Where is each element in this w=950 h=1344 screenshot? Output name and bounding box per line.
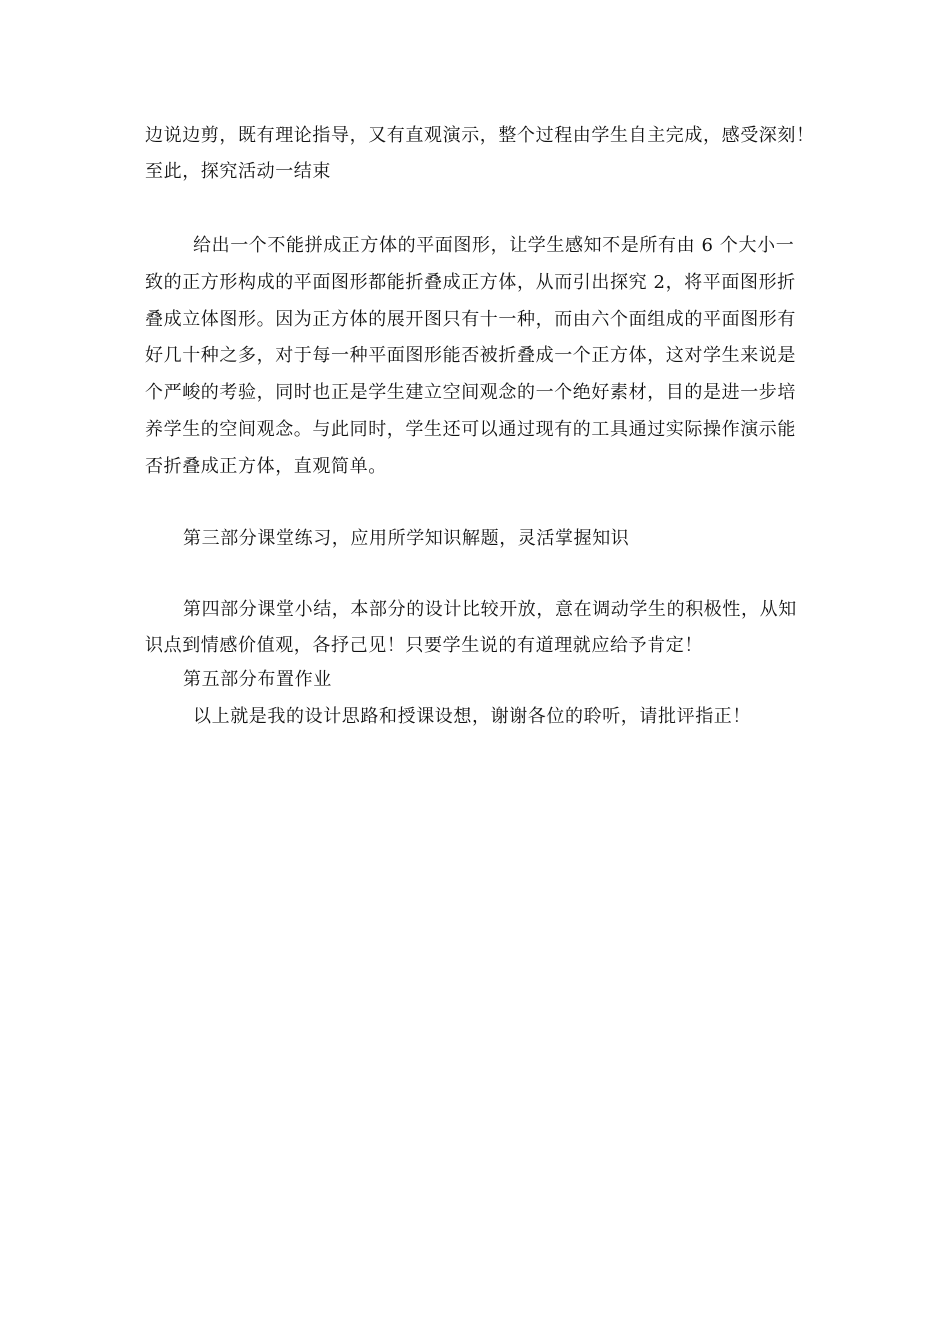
paragraph-2-line-2: 致的正方形构成的平面图形都能折叠成正方体，从而引出探究 2，将平面图形折: [145, 272, 796, 293]
paragraph-2-line-6: 养学生的空间观念。与此同时，学生还可以通过现有的工具通过实际操作演示能: [145, 419, 796, 440]
paragraph-4-line-2: 识点到情感价值观，各抒己见！只要学生说的有道理就应给予肯定！: [145, 635, 703, 656]
paragraph-6-line-1: 以上就是我的设计思路和授课设想，谢谢各位的聆听，请批评指正！: [193, 706, 751, 727]
paragraph-1-line-1: 边说边剪，既有理论指导，又有直观演示，整个过程由学生自主完成，感受深刻！: [145, 125, 815, 146]
paragraph-1-line-2: 至此，探究活动一结束: [145, 161, 331, 182]
paragraph-4-line-1: 第四部分课堂小结，本部分的设计比较开放，意在调动学生的积极性，从知: [183, 599, 797, 620]
paragraph-2-line-1: 给出一个不能拼成正方体的平面图形，让学生感知不是所有由 6 个大小一: [193, 235, 795, 256]
paragraph-2-line-5: 个严峻的考验，同时也正是学生建立空间观念的一个绝好素材，目的是进一步培: [145, 382, 796, 403]
paragraph-3-line-1: 第三部分课堂练习，应用所学知识解题，灵活掌握知识: [183, 528, 630, 549]
paragraph-2-line-3: 叠成立体图形。因为正方体的展开图只有十一种，而由六个面组成的平面图形有: [145, 309, 796, 330]
paragraph-2-line-7: 否折叠成正方体，直观简单。: [145, 456, 387, 477]
paragraph-5-line-1: 第五部分布置作业: [183, 669, 332, 690]
paragraph-2-line-4: 好几十种之多，对于每一种平面图形能否被折叠成一个正方体，这对学生来说是: [145, 345, 796, 366]
